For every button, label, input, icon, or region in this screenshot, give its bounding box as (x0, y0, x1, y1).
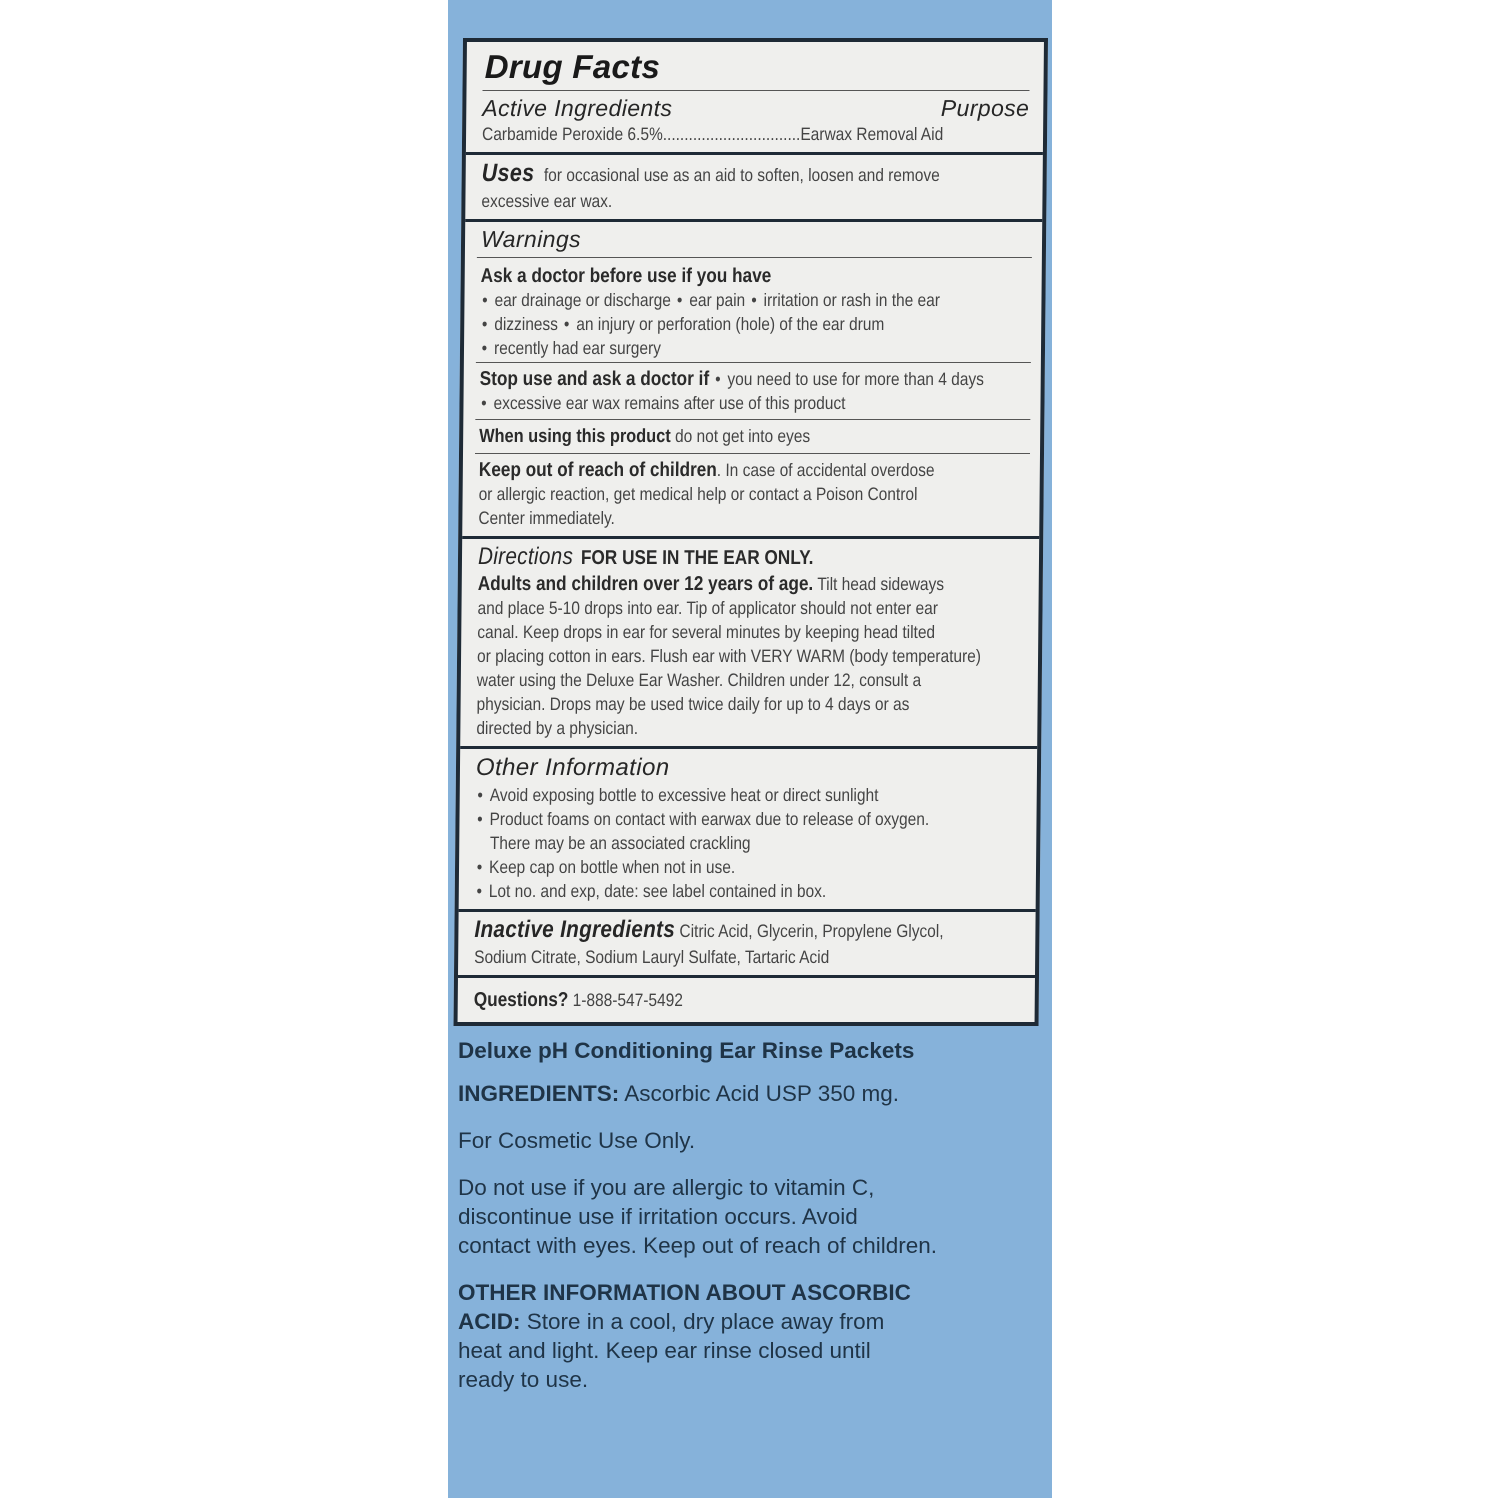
warnings-heading: Warnings (477, 226, 1032, 258)
other-info-ascorbic-line-4: ready to use. (458, 1367, 589, 1392)
directions-line-6: physician. Drops may be used twice daily for up to 4 days or as (476, 694, 910, 714)
drug-facts-label (454, 38, 1048, 1026)
when-using-line (479, 424, 950, 449)
directions-line-heading (478, 543, 949, 572)
directions-line-7: directed by a physician. (476, 718, 639, 738)
directions-line-3: canal. Keep drops in ear for several minutes by keeping head tilted (477, 622, 936, 642)
ear-rinse-section (458, 1036, 1048, 1394)
ask-doctor-item: • dizziness (480, 314, 558, 334)
warnings-section (462, 219, 1042, 536)
other-info-item-text: • Product foams on contact with earwax due to release of oxygen. (475, 809, 929, 829)
ask-doctor-item: • ear pain (675, 290, 745, 310)
keep-out-text: . In case of accidental overdose (716, 460, 935, 480)
purpose-heading: Purpose (940, 95, 1030, 121)
directions-subheading: FOR USE IN THE EAR ONLY. (580, 547, 814, 569)
ear-rinse-warning-line-2: discontinue use if irritation occurs. Avoid (458, 1204, 858, 1229)
stop-use-line-1 (480, 367, 1026, 391)
other-info-item-text: • Lot no. and exp, date: see label contained in box. (475, 881, 827, 901)
uses-line-1 (482, 159, 953, 189)
inactive-ingredients-heading: Inactive Ingredients (474, 916, 676, 943)
ear-rinse-ingredients (458, 1079, 1048, 1108)
uses-line-2: excessive ear wax. (481, 191, 613, 211)
ask-doctor-heading: Ask a doctor before use if you have (480, 265, 772, 287)
stop-use-item: • you need to use for more than 4 days (713, 369, 984, 389)
drug-facts-header-section (466, 42, 1044, 152)
stop-use-line-2 (479, 391, 950, 415)
ingredients-label: INGREDIENTS: (458, 1081, 620, 1106)
questions-heading: Questions? (473, 989, 569, 1011)
directions-line-1 (478, 572, 949, 596)
other-info-item (475, 855, 946, 879)
uses-heading: Uses (481, 159, 535, 187)
directions-line-5: water using the Deluxe Ear Washer. Children under 12, consult a (476, 670, 922, 690)
ask-doctor-block (480, 258, 1028, 362)
when-using-block (475, 419, 1030, 453)
drug-facts-title: Drug Facts (482, 44, 1029, 91)
ask-doctor-item: • an injury or perforation (hole) of the ear drum (562, 314, 884, 334)
ear-rinse-warning-line-1: Do not use if you are allergic to vitamin C, (458, 1175, 875, 1200)
directions-section (460, 536, 1039, 746)
cosmetic-use-note: For Cosmetic Use Only. (458, 1128, 696, 1153)
ask-doctor-line-3 (480, 336, 951, 360)
ingredients-value: Ascorbic Acid USP 350 mg. (624, 1081, 899, 1106)
active-ingredients-heading: Active Ingredients (482, 95, 673, 121)
other-info-ascorbic-text: Store in a cool, dry place away from (526, 1309, 885, 1334)
directions-line-2: and place 5-10 drops into ear. Tip of applicator should not enter ear (477, 598, 939, 618)
ask-doctor-line-2 (480, 312, 951, 336)
ask-doctor-item: • recently had ear surgery (480, 338, 661, 358)
when-using-heading: When using this product (479, 426, 671, 447)
active-ingredient-name: Carbamide Peroxide 6.5%................................ (481, 124, 801, 144)
active-ingredients-header (482, 95, 1029, 122)
keep-out-line-3: Center immediately. (478, 508, 615, 528)
keep-out-line-1 (479, 458, 950, 482)
ask-doctor-item: • irritation or rash in the ear (749, 290, 940, 310)
inactive-ingredients-line-2: Sodium Citrate, Sodium Lauryl Sulfate, Tartaric Acid (474, 947, 830, 967)
other-info-item (475, 879, 946, 903)
inactive-ingredients-text: Citric Acid, Glycerin, Propylene Glycol, (679, 921, 944, 941)
ask-doctor-item: • ear drainage or discharge (480, 290, 671, 310)
other-info-ascorbic-line-2 (458, 1307, 1048, 1336)
other-info-item (476, 783, 947, 807)
when-using-text: do not get into eyes (674, 426, 811, 446)
other-info-item-text: • Keep cap on bottle when not in use. (475, 857, 735, 877)
directions-text: Tilt head sideways (817, 574, 945, 594)
other-info-item-text: • Avoid exposing bottle to excessive heat or direct sunlight (476, 785, 879, 805)
keep-out-block (474, 453, 1030, 534)
inactive-ingredients-section (458, 909, 1036, 975)
ear-rinse-title: Deluxe pH Conditioning Ear Rinse Packets (458, 1038, 915, 1063)
stop-use-item: • excessive ear wax remains after use of this product (479, 393, 845, 413)
inactive-ingredients-line-1 (474, 916, 945, 945)
other-info-ascorbic-label: ACID: (458, 1309, 521, 1334)
keep-out-line-2: or allergic reaction, get medical help or contact a Poison Control (478, 484, 918, 504)
uses-text: for occasional use as an aid to soften, loosen and remove (543, 165, 940, 185)
uses-section (465, 152, 1043, 219)
stop-use-heading: Stop use and ask a doctor if (479, 368, 710, 390)
directions-line-4: or placing cotton in ears. Flush ear with VERY WARM (body temperature) (476, 646, 982, 666)
other-information-section (459, 746, 1038, 909)
active-ingredient-purpose: Earwax Removal Aid (800, 124, 944, 144)
stop-use-block (475, 362, 1031, 419)
ask-doctor-line-1 (480, 288, 951, 312)
keep-out-heading: Keep out of reach of children (478, 459, 717, 481)
questions-section (458, 975, 1035, 1022)
directions-heading: Directions (477, 543, 574, 570)
questions-line (474, 988, 945, 1012)
active-ingredient-row (482, 122, 1028, 146)
questions-phone: 1-888-547-5492 (572, 990, 683, 1010)
other-info-item-continuation: There may be an associated crackling (489, 833, 751, 853)
other-info-ascorbic-heading: OTHER INFORMATION ABOUT ASCORBIC (458, 1280, 911, 1305)
ear-rinse-warning-line-3: contact with eyes. Keep out of reach of children. (458, 1233, 938, 1258)
directions-adults-heading: Adults and children over 12 years of age. (477, 573, 814, 595)
other-information-heading: Other Information (475, 754, 670, 781)
other-info-ascorbic-line-3: heat and light. Keep ear rinse closed until (458, 1338, 871, 1363)
other-info-item (475, 807, 946, 831)
